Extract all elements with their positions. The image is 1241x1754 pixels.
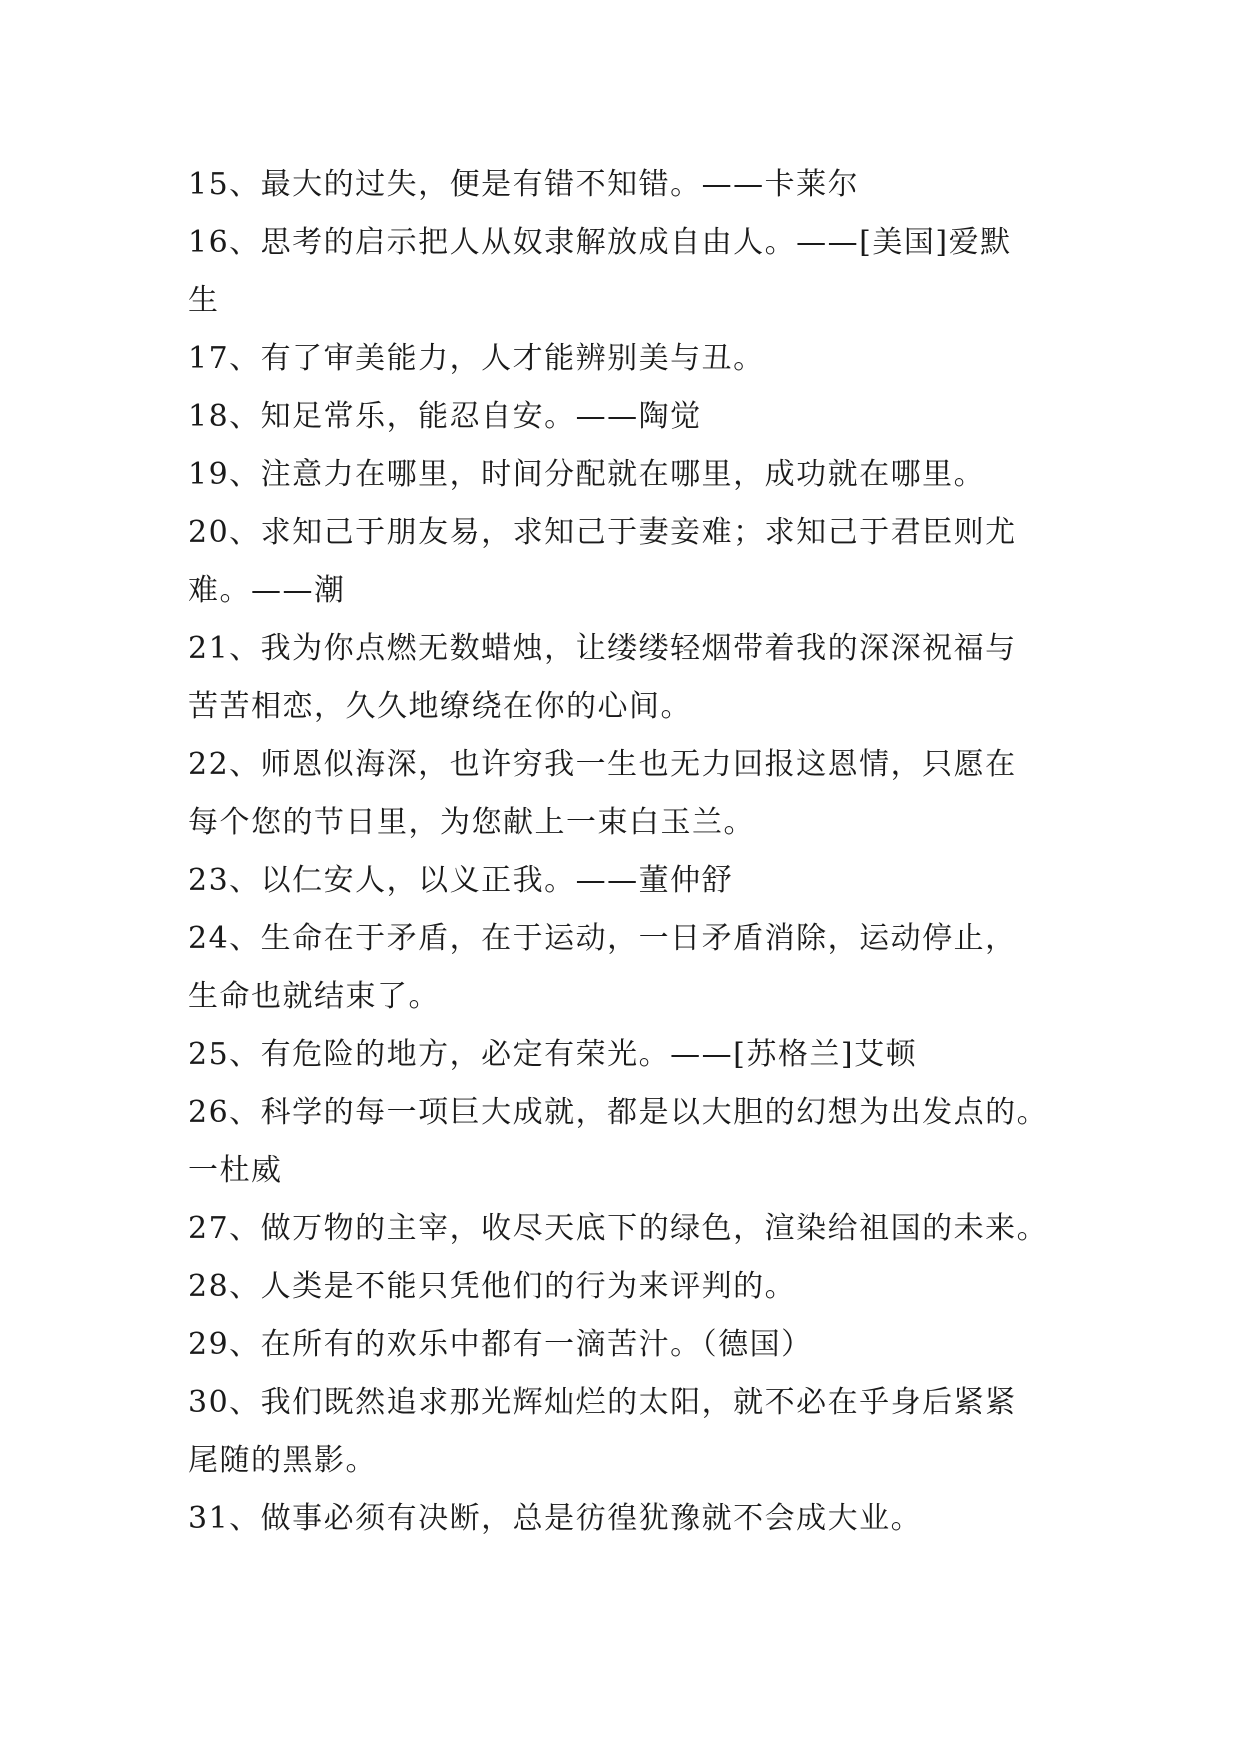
text-line: 苦苦相恋，久久地缭绕在你的心间。 xyxy=(188,689,692,724)
text-line: 难。——潮 xyxy=(188,573,346,608)
text-line: 26、科学的每一项巨大成就，都是以大胆的幻想为出发点的。 xyxy=(188,1095,1049,1130)
text-line: 一杜威 xyxy=(188,1153,283,1188)
text-line: 31、做事必须有决断，总是彷徨犹豫就不会成大业。 xyxy=(188,1501,923,1536)
text-line: 15、最大的过失，便是有错不知错。——卡莱尔 xyxy=(188,167,860,202)
text-line: 22、师恩似海深，也许穷我一生也无力回报这恩情，只愿在 xyxy=(188,747,1017,782)
text-line: 25、有危险的地方，必定有荣光。——[苏格兰]艾顿 xyxy=(188,1037,918,1072)
text-line: 尾随的黑影。 xyxy=(188,1443,377,1478)
text-line: 生 xyxy=(188,283,220,318)
text-line: 20、求知己于朋友易，求知己于妻妾难；求知己于君臣则尤 xyxy=(188,515,1017,550)
text-line: 16、思考的启示把人从奴隶解放成自由人。——[美国]爱默 xyxy=(188,225,1012,260)
text-line: 21、我为你点燃无数蜡烛，让缕缕轻烟带着我的深深祝福与 xyxy=(188,631,1017,666)
quote-list xyxy=(188,156,1058,1548)
text-line: 29、在所有的欢乐中都有一滴苦汁。（德国） xyxy=(188,1327,813,1362)
text-line: 生命也就结束了。 xyxy=(188,979,440,1014)
text-line: 27、做万物的主宰，收尽天底下的绿色，渲染给祖国的未来。 xyxy=(188,1211,1049,1246)
text-line: 18、知足常乐，能忍自安。——陶觉 xyxy=(188,399,702,434)
text-line: 28、人类是不能只凭他们的行为来评判的。 xyxy=(188,1269,797,1304)
text-line: 每个您的节日里，为您献上一束白玉兰。 xyxy=(188,805,755,840)
text-line: 24、生命在于矛盾，在于运动，一日矛盾消除，运动停止， xyxy=(188,921,1017,956)
text-line: 23、以仁安人，以义正我。——董仲舒 xyxy=(188,863,734,898)
text-line: 30、我们既然追求那光辉灿烂的太阳，就不必在乎身后紧紧 xyxy=(188,1385,1017,1420)
text-line: 19、注意力在哪里，时间分配就在哪里，成功就在哪里。 xyxy=(188,457,986,492)
text-line: 17、有了审美能力，人才能辨别美与丑。 xyxy=(188,341,765,376)
